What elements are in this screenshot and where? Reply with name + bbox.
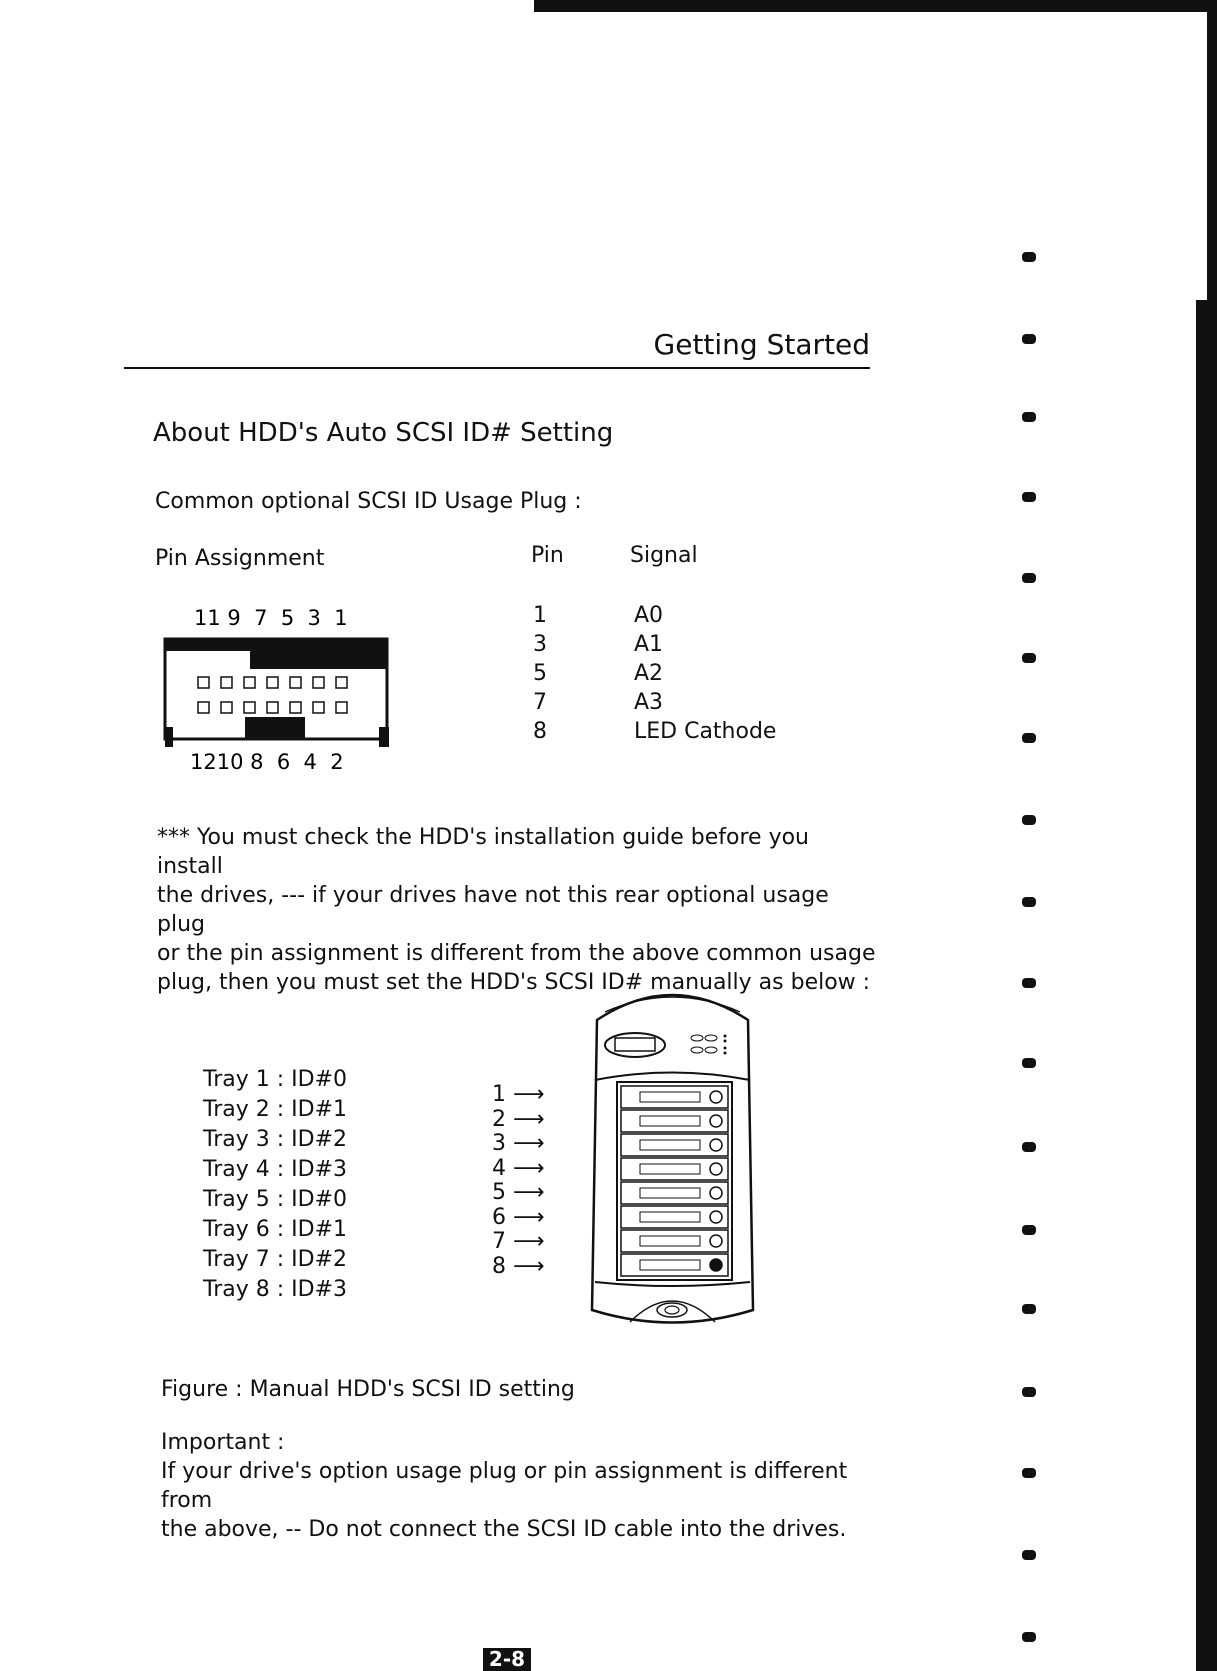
drive-enclosure-illustration [585, 990, 760, 1340]
drive-tray [621, 1110, 728, 1132]
tray-handle [640, 1140, 700, 1150]
signal-column-header: Signal [630, 543, 698, 568]
arrow-right-icon: ⟶ [506, 1229, 545, 1254]
pin-value: 8 [533, 719, 547, 744]
tray-lock-icon [710, 1259, 722, 1271]
binder-hole [1022, 492, 1036, 502]
tray-lock-icon [710, 1235, 722, 1247]
drive-tray [621, 1182, 728, 1204]
status-leds-icon [691, 1035, 727, 1055]
tray-lock-icon [710, 1163, 722, 1175]
tray-id-item: Tray 3 : ID#2 [203, 1127, 347, 1152]
display-panel [615, 1038, 655, 1051]
connector-bottom-left-foot [165, 727, 173, 747]
tray-arrow [492, 1230, 545, 1255]
tray-id-item: Tray 7 : ID#2 [203, 1247, 347, 1272]
binder-hole [1022, 897, 1036, 907]
binder-hole [1022, 1632, 1036, 1642]
tray-id-item: Tray 5 : ID#0 [203, 1187, 347, 1212]
tray-arrow-number: 3 [492, 1131, 506, 1156]
drive-tray [621, 1230, 728, 1252]
tray-arrow-list [492, 1083, 545, 1279]
top-edge-bar [534, 0, 1217, 12]
drive-tray [621, 1206, 728, 1228]
binder-hole [1022, 1304, 1036, 1314]
connector-bottom-right-foot [379, 727, 389, 747]
power-button-inner [665, 1306, 679, 1314]
important-line: If your drive's option usage plug or pin assignment is different from [161, 1459, 848, 1513]
binder-hole [1022, 1225, 1036, 1235]
connector-bottom-numbers: 1210 8 6 4 2 [190, 750, 344, 774]
tray-id-item: Tray 6 : ID#1 [203, 1217, 347, 1242]
tray-arrow-number: 5 [492, 1180, 506, 1205]
binder-hole [1022, 1387, 1036, 1397]
tray-id-item: Tray 2 : ID#1 [203, 1097, 347, 1122]
tray-arrow [492, 1108, 545, 1133]
tray-handle [640, 1260, 700, 1270]
binder-hole [1022, 334, 1036, 344]
pin-table-signals [634, 601, 776, 746]
signal-value: A1 [634, 632, 664, 657]
signal-value: A3 [634, 690, 664, 715]
pin-table-pins [533, 601, 547, 746]
tray-bay-bottom [595, 1282, 750, 1286]
tray-lock-icon [710, 1211, 722, 1223]
drive-tray [621, 1086, 728, 1108]
tray-bay [617, 1082, 732, 1280]
tray-arrow [492, 1157, 545, 1182]
tray-arrow-number: 1 [492, 1082, 506, 1107]
pin-value: 5 [533, 661, 547, 686]
tray-arrow-number: 6 [492, 1204, 506, 1230]
binder-hole [1022, 1550, 1036, 1560]
tray-handle [640, 1116, 700, 1126]
binder-hole [1022, 1142, 1036, 1152]
connector-top-numbers: 11 9 7 5 3 1 [194, 606, 348, 630]
tray-id-list [203, 1065, 347, 1305]
binder-hole [1022, 815, 1036, 825]
binder-hole [1022, 733, 1036, 743]
signal-value: LED Cathode [634, 719, 777, 744]
page-right-edge-shadow [1196, 300, 1207, 1671]
tray-handle [640, 1164, 700, 1174]
pin-assignment-label: Pin Assignment [155, 546, 325, 571]
connector-top-key-left [165, 639, 250, 651]
page-header-title: Getting Started [653, 328, 870, 361]
arrow-right-icon: ⟶ [506, 1180, 545, 1205]
connector-top-notch [250, 639, 308, 669]
important-paragraph [161, 1457, 881, 1544]
signal-value: A2 [634, 661, 664, 686]
connector-top-block [308, 639, 387, 669]
tray-arrow-number: 2 [492, 1106, 506, 1132]
warning-paragraph [157, 823, 877, 997]
tray-handle [640, 1212, 700, 1222]
header-rule [124, 367, 870, 369]
tray-id-item: Tray 8 : ID#3 [203, 1277, 347, 1302]
tray-arrow-number: 8 [492, 1253, 506, 1279]
tray-arrow-number: 4 [492, 1155, 506, 1181]
pin-value: 1 [533, 603, 547, 628]
binder-hole [1022, 412, 1036, 422]
arrow-right-icon: ⟶ [506, 1155, 545, 1181]
binder-hole [1022, 653, 1036, 663]
important-line: the above, -- Do not connect the SCSI ID cable into the drives. [161, 1517, 847, 1542]
arrow-right-icon: ⟶ [506, 1253, 545, 1279]
base-arch [630, 1301, 715, 1322]
binder-hole [1022, 252, 1036, 262]
display-window-icon [605, 1033, 665, 1057]
tray-lock-icon [710, 1115, 722, 1127]
page-number: 2-8 [483, 1648, 531, 1671]
warning-line: *** You must check the HDD's installation guide before you install [157, 825, 809, 879]
section-title: About HDD's Auto SCSI ID# Setting [153, 418, 614, 448]
binder-hole [1022, 978, 1036, 988]
binder-hole [1022, 1468, 1036, 1478]
tray-arrow [492, 1255, 545, 1280]
drive-tray [621, 1158, 728, 1180]
arrow-right-icon: ⟶ [506, 1106, 545, 1132]
figure-caption: Figure : Manual HDD's SCSI ID setting [161, 1377, 575, 1402]
page-right-edge [1207, 0, 1217, 1671]
warning-line: the drives, --- if your drives have not this rear optional usage plug [157, 883, 829, 937]
tray-lock-icon [710, 1187, 722, 1199]
binder-hole [1022, 573, 1036, 583]
tray-arrow [492, 1181, 545, 1206]
tray-id-item: Tray 1 : ID#0 [203, 1067, 347, 1092]
pin-column-header: Pin [531, 543, 564, 568]
tray-handle [640, 1188, 700, 1198]
arrow-right-icon: ⟶ [506, 1204, 545, 1230]
warning-line: or the pin assignment is different from the above common usage [157, 941, 876, 966]
enclosure-top-curve [605, 997, 740, 1012]
pin-value: 3 [533, 632, 547, 657]
arrow-right-icon: ⟶ [506, 1131, 545, 1156]
drive-tray [621, 1134, 728, 1156]
pin-grid [198, 677, 347, 713]
tray-lock-icon [710, 1091, 722, 1103]
tray-bay-top [595, 1073, 750, 1081]
tray-arrow [492, 1083, 545, 1108]
connector-diagram [160, 605, 400, 785]
binder-hole [1022, 1058, 1036, 1068]
signal-value: A0 [634, 603, 664, 628]
power-button-icon [657, 1303, 687, 1317]
tray-arrow-number: 7 [492, 1229, 506, 1254]
warning-line: plug, then you must set the HDD's SCSI ID# manually as below : [157, 970, 871, 995]
connector-bottom-notch [245, 717, 305, 739]
tray-arrow [492, 1206, 545, 1231]
tray-handle [640, 1236, 700, 1246]
tray-handle [640, 1092, 700, 1102]
tray-arrow [492, 1132, 545, 1157]
important-title: Important : [161, 1430, 285, 1455]
tray-lock-icon [710, 1139, 722, 1151]
arrow-right-icon: ⟶ [506, 1082, 545, 1107]
drive-trays [621, 1086, 728, 1276]
tray-id-item: Tray 4 : ID#3 [203, 1157, 347, 1182]
plug-caption: Common optional SCSI ID Usage Plug : [155, 489, 582, 514]
pin-value: 7 [533, 690, 547, 715]
